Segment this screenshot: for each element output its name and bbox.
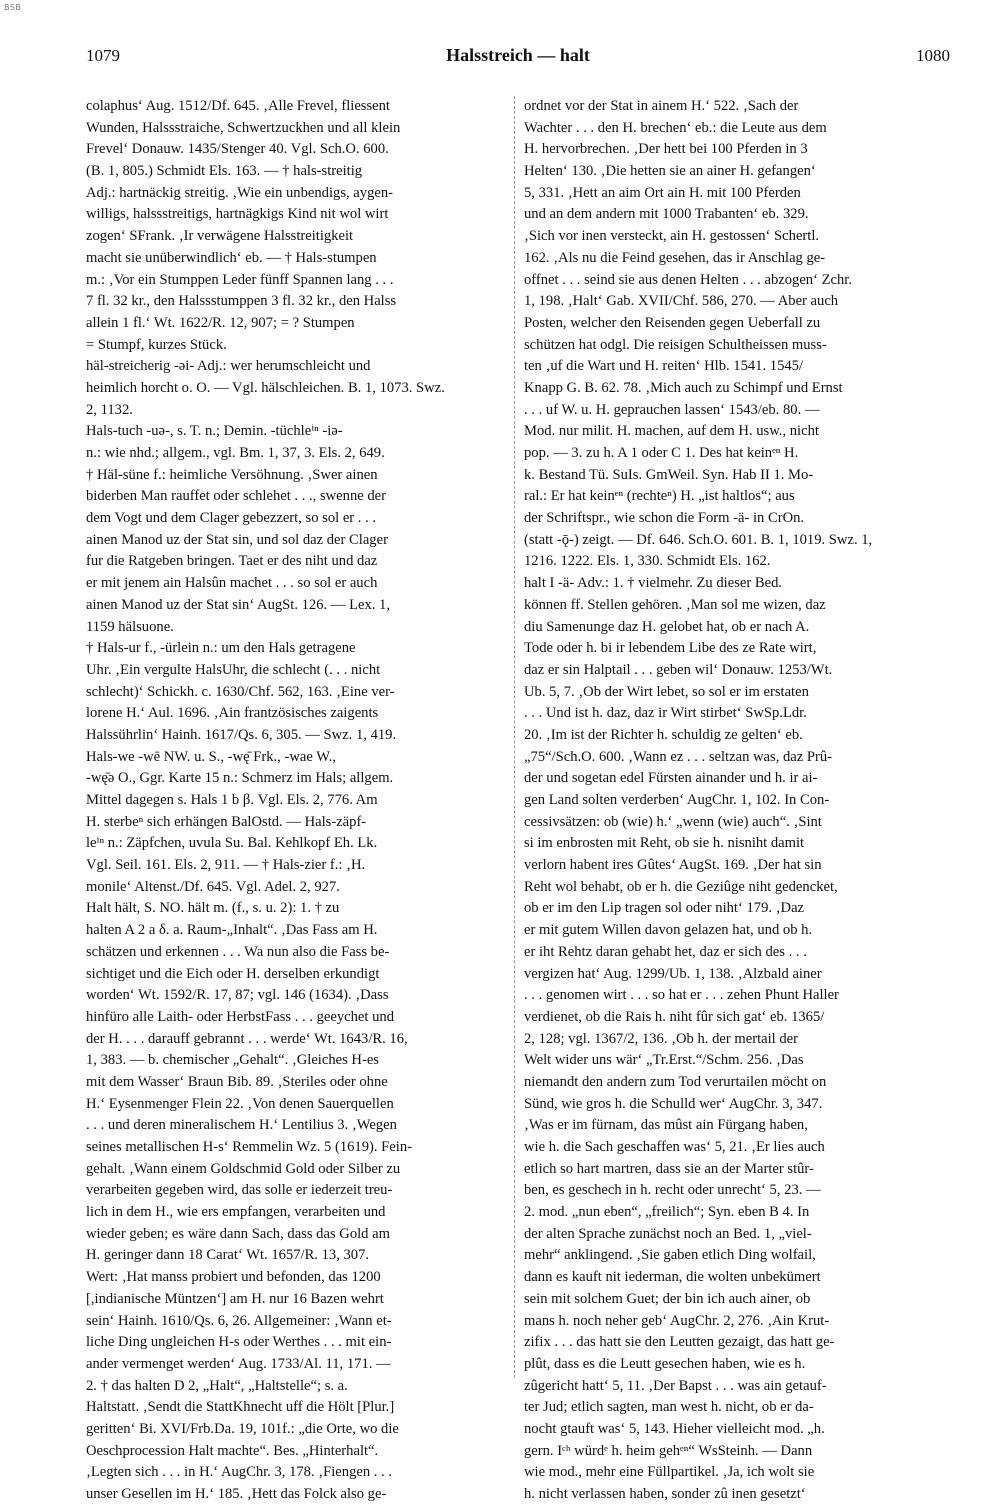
text-line: ainen Manod uz der Stat sin, und sol daz der Clager — [86, 531, 388, 548]
text-line: der und sogetan edel Fürsten ainander und h. ir ai- — [524, 770, 818, 787]
text-line: -wę̄ə O., Ggr. Karte 15 n.: Schmerz im Hals; allgem. — [86, 770, 394, 787]
text-line: heimlich horcht o. O. — Vgl. hälschleichen. B. 1, 1073. Swz. — [86, 379, 445, 396]
text-line: . . . und deren mineralischem H.‘ Lentilius 3. ‚Wegen — [86, 1117, 397, 1134]
text-line: zifix . . . das hatt sie den Leutten gezaigt, das hatt ge- — [524, 1334, 835, 1351]
text-line: allein 1 fl.‘ Wt. 1622/R. 12, 907; = ? Stumpen — [86, 314, 355, 331]
text-line: nocht gtauft was‘ 5, 143. Hieher vielleicht mod. „h. — [524, 1420, 825, 1437]
text-line: schützen hat odgl. Die reisigen Schultheissen muss- — [524, 336, 827, 353]
text-line: † Hals-ur f., -ürlein n.: um den Hals getragene — [86, 640, 356, 657]
text-line: Uhr. ‚Ein vergulte HalsUhr, die schlecht (. . . nicht — [86, 661, 381, 678]
text-line: seines metallischen H-s‘ Remmelin Wz. 5 (1619). Fein- — [86, 1139, 412, 1155]
text-line: macht sie unüberwindlich‘ eb. — † Hals-stumpen — [86, 249, 377, 266]
text-line: Welt wider uns wär‘ „Tr.Erst.“/Schm. 256. ‚Das — [524, 1052, 804, 1069]
page-number-right: 1080 — [916, 46, 950, 65]
text-line: niemandt den andern zum Tod verurtailen möcht on — [524, 1073, 827, 1090]
text-line: er iht Rehtz daran gehabt het, daz er sich des . . . — [524, 943, 807, 960]
text-line: schlecht)‘ Schickh. c. 1630/Chf. 562, 163. ‚Eine ver- — [86, 683, 395, 700]
text-line: 1, 383. — b. chemischer „Gehalt“. ‚Gleiches H-es — [86, 1052, 379, 1069]
text-line: 162. ‚Als nu die Feind gesehen, das ir Anschlag ge- — [524, 249, 826, 266]
text-line: Tode oder h. bi ir lebendem Libe des ze Rate wirt, — [524, 640, 817, 657]
text-line: m.: ‚Vor ein Stumppen Leder fünff Spannen lang . . . — [86, 271, 394, 288]
text-line: 20. ‚Im ist der Richter h. schuldig ze gelten‘ eb. — [524, 726, 803, 743]
text-line: ‚Legten sich . . . in H.‘ AugChr. 3, 178. ‚Fiengen . . . — [86, 1464, 393, 1481]
text-line: fur die Ratgeben bringen. Taet er des niht und daz — [86, 553, 378, 570]
text-line: häl-streicherig -əi- Adj.: wer herumschleicht und — [86, 358, 371, 375]
text-line: cessivsätzen: ob (wie) h.‘ „wenn (wie) auch“. ‚Sint — [524, 813, 822, 830]
text-line: Oeschprocession Halt machte“. Bes. „Hinterhalt“. — [86, 1442, 379, 1459]
text-line: ‚Was er im fürnam, das mûst ain Fürgang haben, — [524, 1117, 808, 1134]
text-line: Ub. 5, 7. ‚Ob der Wirt lebet, so sol er im erstaten — [524, 683, 809, 700]
text-line: der Schriftspr., wie schon die Form -ä- in CrOn. — [524, 510, 805, 527]
text-line: hinfüro alle Laith- oder HerbstFass . . . geeychet und — [86, 1008, 395, 1025]
text-line: gern. Iᶜʰ würdᵉ h. heim gehᵉⁿ“ WsSteinh. — Dann — [524, 1442, 813, 1459]
text-line: sein‘ Hainh. 1610/Qs. 6, 26. Allgemeiner: ‚Wann et- — [86, 1312, 392, 1329]
text-line: 2. † das halten D 2, „Halt“, „Haltstelle“; s. a. — [86, 1377, 348, 1394]
text-line: verlorn habent ires Gûtes‘ AugSt. 169. ‚Der hat sin — [524, 857, 822, 874]
left-text-column — [86, 96, 514, 1506]
text-line: [,indianische Müntzen‘] am H. nur 16 Bazen wehrt — [86, 1290, 384, 1307]
text-line: Vgl. Seil. 161. Els. 2, 911. — † Hals-zier f.: ‚H. — [86, 857, 366, 874]
text-line: Helten‘ 130. ‚Die hetten sie an ainer H. gefangen‘ — [524, 163, 816, 180]
text-line: H. hervorbrechen. ‚Der hett bei 100 Pferden in 3 — [524, 141, 808, 158]
library-stamp: BSB — [4, 3, 22, 12]
text-line: ter Jud; etlich sagten, man west h. nicht, ob er da- — [524, 1399, 814, 1416]
text-line: n.: wie nhd.; allgem., vgl. Bm. 1, 37, 3. Els. 2, 649. — [86, 445, 385, 461]
text-line: 1216. 1222. Els. 1, 330. Schmidt Els. 162. — [524, 553, 771, 570]
text-line: willigs, halssstreitigs, hartnägkigs Kind nit wol wirt — [86, 206, 389, 223]
text-line: 5, 331. ‚Hett an aim Ort ain H. mit 100 Pferden — [524, 184, 801, 201]
text-line: Frevel‘ Donauw. 1435/Stenger 40. Vgl. Sch.O. 600. — [86, 141, 389, 158]
text-line: verarbeiten gegeben wird, das solle er iederzeit treu- — [86, 1182, 393, 1199]
text-line: Halt hält, S. NO. hält m. (f., s. u. 2): 1. † zu — [86, 900, 340, 917]
text-line: mehr“ anklingend. ‚Sie gaben etlich Ding wolfail, — [524, 1247, 816, 1264]
text-line: unser Gesellen im H.‘ 185. ‚Hett das Folck also ge- — [86, 1486, 387, 1502]
text-line: ben, es geschech in h. recht oder unrecht‘ 5, 23. — — [524, 1182, 821, 1199]
text-line: wie mod., mehr eine Füllpartikel. ‚Ja, ich wolt sie — [524, 1464, 815, 1481]
text-line: etlich so hart martren, dass sie an der Marter stûr- — [524, 1160, 814, 1177]
text-line: Wunden, Halssstraiche, Schwertzuckhen und all klein — [86, 119, 401, 136]
text-line: und an dem andern mit 1000 Trabanten‘ eb. 329. — [524, 206, 809, 223]
text-line: worden‘ Wt. 1592/R. 17, 87; vgl. 146 (1634). ‚Dass — [86, 987, 389, 1004]
text-line: k. Bestand Tü. SuIs. GmWeil. Syn. Hab II 1. Mo- — [524, 466, 814, 483]
text-line: . . . genomen wirt . . . so hat er . . . zehen Phunt Haller — [524, 987, 839, 1004]
text-line: ten ‚uf die Wart und H. reiten‘ Hlb. 1541. 1545/ — [524, 358, 804, 375]
text-line: Wachter . . . den H. brechen‘ eb.: die Leute aus dem — [524, 119, 827, 136]
text-line: der alten Sprache zunächst noch an Bed. 1, „viel- — [524, 1225, 812, 1242]
text-line: (statt -ǭ-) zeigt. — Df. 646. Sch.O. 601. B. 1, 1019. Swz. 1, — [524, 531, 873, 548]
text-line: . . . Und ist h. daz, daz ir Wirt stirbet‘ SwSp.Ldr. — [524, 705, 807, 722]
text-line: Hals-we -wē NW. u. S., -wę̄ Frk., -wae W., — [86, 748, 336, 765]
text-line: Knapp G. B. 62. 78. ‚Mich auch zu Schimpf und Ernst — [524, 379, 843, 396]
text-line: zogen‘ SFrank. ‚Ir verwägene Halsstreitigkeit — [86, 228, 354, 245]
text-line: dem Vogt und dem Clager gebezzert, so sol er . . . — [86, 510, 377, 527]
running-head-title: Halsstreich — halt — [446, 45, 590, 65]
text-line: mit dem Wasser‘ Braun Bib. 89. ‚Steriles oder ohne — [86, 1073, 388, 1090]
page-header — [86, 46, 950, 70]
text-line: vergizen hat‘ Aug. 1299/Ub. 1, 138. ‚Alzbald ainer — [524, 965, 822, 982]
text-line: ral.: Er hat keinᵉⁿ (rechteⁿ) H. „ist haltlos“; aus — [524, 488, 795, 505]
text-line: verdienet, ob die Rais h. niht fûr sich gat‘ eb. 1365/ — [524, 1008, 825, 1025]
text-line: plût, dass es die Leutt gesechen haben, wie es h. — [524, 1355, 806, 1372]
column-divider — [514, 96, 515, 1378]
text-line: H.‘ Eysenmenger Flein 22. ‚Von denen Sauerquellen — [86, 1095, 394, 1112]
text-line: Posten, welcher den Reisenden gegen Ueberfall zu — [524, 314, 821, 331]
text-line: H. sterbeⁿ sich erhängen BalOstd. — Hals-zäpf- — [86, 813, 367, 830]
text-line: ander vermenget werden‘ Aug. 1733/Al. 11, 171. — — [86, 1355, 391, 1372]
text-line: Halssührlin‘ Hainh. 1617/Qs. 6, 305. — Swz. 1, 419. — [86, 726, 397, 743]
text-line: monile‘ Altenst./Df. 645. Vgl. Adel. 2, 927. — [86, 878, 340, 895]
text-line: er mit gutem Willen davon gelazen hat, und ob h. — [524, 922, 813, 939]
text-line: colaphus‘ Aug. 1512/Df. 645. ‚Alle Frevel, fliessent — [86, 98, 390, 114]
text-line: (B. 1, 805.) Schmidt Els. 163. — † hals-streitig — [86, 163, 363, 180]
text-line: 7 fl. 32 kr., den Halssstumppen 3 fl. 32 kr., den Halss — [86, 293, 397, 310]
text-line: ‚Sich vor inen versteckt, ain H. gestossen‘ Schertl. — [524, 228, 820, 245]
text-line: lich in dem H., wie ers empfangen, verarbeiten und — [86, 1204, 386, 1221]
text-line: wieder geben; es wäre dann Sach, dass das Gold am — [86, 1225, 390, 1242]
text-line: „75“/Sch.O. 600. ‚Wann ez . . . seltzan was, daz Prû- — [524, 748, 833, 765]
text-line: si im enbrosten mit Reht, ob sie h. nisniht damit — [524, 835, 805, 852]
text-line: halt I -ä- Adv.: 1. † vielmehr. Zu dieser Bed. — [524, 575, 783, 592]
text-line: zûgericht hatt‘ 5, 11. ‚Der Bapst . . . was ain getauf- — [524, 1377, 827, 1394]
text-line: geritten‘ Bi. XVI/Frb.Da. 19, 101f.: „die Orte, wo die — [86, 1420, 399, 1437]
text-line: sichtiget und die Eich oder H. derselben erkundigt — [86, 965, 380, 982]
text-line: mans h. noch neher geb‘ AugChr. 2, 276. ‚Ain Krut- — [524, 1312, 830, 1329]
text-line: H. geringer dann 18 Carat‘ Wt. 1657/R. 13, 307. — [86, 1247, 370, 1264]
text-line: diu Samenunge daz H. gelobet hat, ob er nach A. — [524, 618, 810, 635]
text-line: liche Ding ungleichen H-s oder Werthes . . . mit ein- — [86, 1334, 392, 1351]
text-line: Wert: ‚Hat manss probiert und befonden, das 1200 — [86, 1269, 381, 1286]
text-line: h. nicht verlassen haben, sonder zû inen gesetzt‘ — [524, 1486, 806, 1502]
page-number-left: 1079 — [86, 46, 120, 65]
text-line: † Häl-süne f.: heimliche Versöhnung. ‚Swer ainen — [86, 466, 378, 483]
text-line: Reht wol behabt, ob er h. die Geziûge niht gedencket, — [524, 878, 838, 895]
text-line: Adj.: hartnäckig streitig. ‚Wie ein unbendigs, aygen- — [86, 184, 394, 201]
text-line: 1159 hälsuone. — [86, 618, 174, 635]
text-line: Mittel dagegen s. Hals 1 b β. Vgl. Els. 2, 776. Am — [86, 792, 378, 808]
text-line: Mod. nur milit. H. machen, auf dem H. usw., nicht — [524, 423, 819, 440]
text-line: dann es kauft nit iederman, die wolten unbekümert — [524, 1269, 821, 1286]
text-line: 1, 198. ‚Halt‘ Gab. XVII/Chf. 586, 270. — Aber auch — [524, 293, 839, 310]
text-line: gen Land solten verderben‘ AugChr. 1, 102. In Con- — [524, 792, 830, 808]
text-line: er mit jenem ain Halsûn machet . . . so sol er auch — [86, 575, 378, 592]
text-line: ordnet vor der Stat in ainem H.‘ 522. ‚Sach der — [524, 98, 799, 114]
text-line: schätzen und erkennen . . . Wa nun also die Fass be- — [86, 943, 390, 960]
text-line: = Stumpf, kurzes Stück. — [86, 336, 227, 353]
text-line: offnet . . . seind sie aus denen Helten . . . abzogen‘ Zchr. — [524, 271, 852, 288]
text-line: können ff. Stellen gehören. ‚Man sol me wizen, daz — [524, 596, 826, 613]
text-line: lorene H.‘ Aul. 1696. ‚Ain frantzösisches zaigents — [86, 705, 379, 722]
text-line: wie h. die Sach geschaffen was‘ 5, 21. ‚Er lies auch — [524, 1139, 825, 1155]
text-line: 2. mod. „nun eben“, „freilich“; Syn. eben B 4. In — [524, 1204, 810, 1221]
text-line: pop. — 3. zu h. A 1 oder C 1. Des hat keinᵉⁿ H. — [524, 445, 799, 461]
text-line: der H. . . . darauff gebrannt . . . werde‘ Wt. 1643/R. 16, — [86, 1030, 408, 1047]
text-line: leⁱⁿ n.: Zäpfchen, uvula Su. Bal. Kehlkopf Eh. Lk. — [86, 835, 378, 852]
text-line: 2, 128; vgl. 1367/2, 136. ‚Ob h. der mertail der — [524, 1030, 798, 1047]
right-text-column — [524, 96, 952, 1506]
text-line: sein mit solchem Guet; der bin ich auch ainer, ob — [524, 1290, 811, 1307]
text-line: Hals-tuch -uə-, s. T. n.; Demin. -tüchleⁱⁿ -iə- — [86, 423, 343, 440]
text-line: Haltstatt. ‚Sendt die StattKhnecht uff die Hölt [Plur.] — [86, 1399, 395, 1416]
text-line: halten A 2 a δ. a. Raum-„Inhalt“. ‚Das Fass am H. — [86, 922, 378, 939]
text-line: biderben Man rauffet oder schlehet . . ., swenne der — [86, 488, 387, 505]
text-line: . . . uf W. u. H. geprauchen lassen‘ 1543/eb. 80. — — [524, 401, 820, 418]
text-line: 2, 1132. — [86, 401, 133, 418]
text-line: ob er im den Lip tragen sol oder niht‘ 179. ‚Daz — [524, 900, 805, 917]
text-line: Sünd, wie gros h. die Schulld wer‘ AugChr. 3, 347. — [524, 1095, 823, 1112]
text-line: ainen Manod uz der Stat sin‘ AugSt. 126. — Lex. 1, — [86, 596, 390, 613]
text-line: gehalt. ‚Wann einem Goldschmid Gold oder Silber zu — [86, 1160, 401, 1177]
text-line: daz er sin Halptail . . . geben wil‘ Donauw. 1253/Wt. — [524, 661, 833, 678]
